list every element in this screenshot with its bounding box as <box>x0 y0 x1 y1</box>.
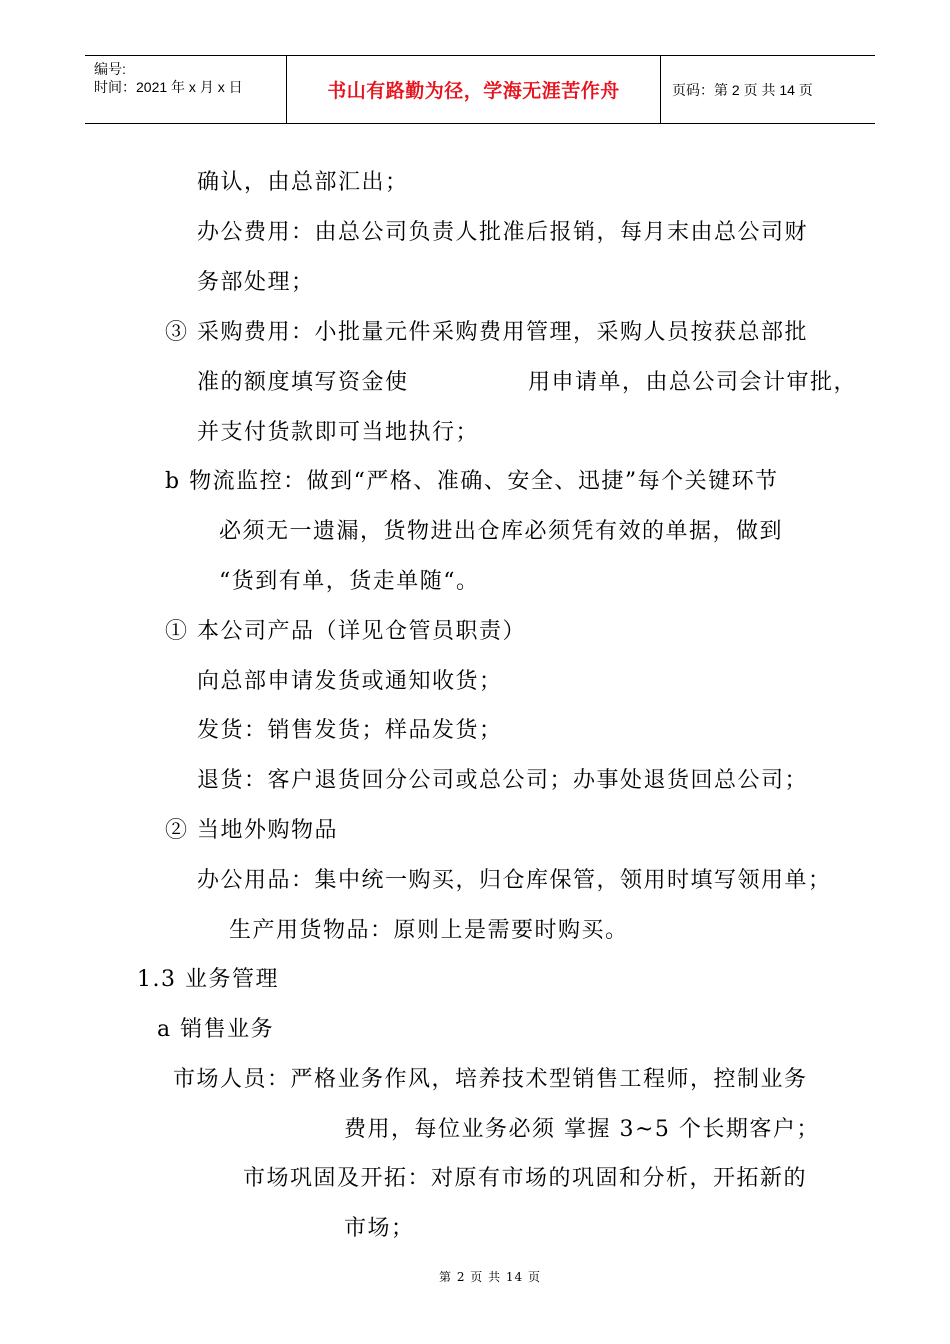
section-heading: 1.3 业务管理 <box>137 967 279 992</box>
body-line: 向总部申请发货或通知收货； <box>197 669 503 694</box>
body-line: 费用，每位业务必须 掌握 3~5 个长期客户； <box>344 1117 820 1142</box>
body-line: ① 本公司产品（详见仓管员职责） <box>165 619 526 644</box>
subsection-heading: a 销售业务 <box>157 1017 275 1042</box>
page-header <box>85 55 875 124</box>
header-left-cell <box>85 56 285 123</box>
body-line: 用申请单，由总公司会计审批， <box>528 370 858 395</box>
body-line: 确认，由总部汇出； <box>197 170 409 195</box>
body-line: 发货：销售发货；样品发货； <box>197 718 503 743</box>
document-number-label: 编号: <box>94 61 126 77</box>
page-footer <box>0 1268 950 1285</box>
document-time-label: 时间：2021 年 x 月 x 日 <box>94 79 243 95</box>
footer-page-number: 第 2 页 共 14 页 <box>439 1270 541 1284</box>
body-line: 并支付货款即可当地执行； <box>197 420 480 445</box>
body-line: 市场； <box>344 1216 415 1241</box>
body-line: ③ 采购费用：小批量元件采购费用管理，采购人员按获总部批 <box>165 320 808 345</box>
body-line: 务部处理； <box>197 270 315 295</box>
header-motto-cell <box>286 56 661 123</box>
header-page-info: 页码：第 2 页 共 14 页 <box>672 81 813 98</box>
body-line: 准的额度填写资金使 <box>197 370 409 395</box>
body-line: 办公用品：集中统一购买，归仓库保管，领用时填写领用单； <box>197 868 832 893</box>
header-motto: 书山有路勤为径，学海无涯苦作舟 <box>327 80 620 102</box>
body-line: ② 当地外购物品 <box>165 818 338 843</box>
body-line: 市场巩固及开拓：对原有市场的巩固和分析，开拓新的 <box>243 1166 808 1191</box>
body-line: 必须无一遗漏，货物进出仓库必须凭有效的单据，做到 <box>219 519 784 544</box>
body-line: “货到有单，货走单随“。 <box>219 569 480 594</box>
body-line: 办公费用：由总公司负责人批准后报销，每月末由总公司财 <box>197 220 809 245</box>
body-line: 退货：客户退货回分公司或总公司；办事处退货回总公司； <box>197 768 809 793</box>
body-line: 市场人员：严格业务作风，培养技术型销售工程师，控制业务 <box>173 1067 808 1092</box>
body-line: b 物流监控：做到“严格、准确、安全、迅捷”每个关键环节 <box>165 469 779 494</box>
header-page-cell <box>660 56 875 123</box>
body-line: 生产用货物品：原则上是需要时购买。 <box>229 918 629 943</box>
